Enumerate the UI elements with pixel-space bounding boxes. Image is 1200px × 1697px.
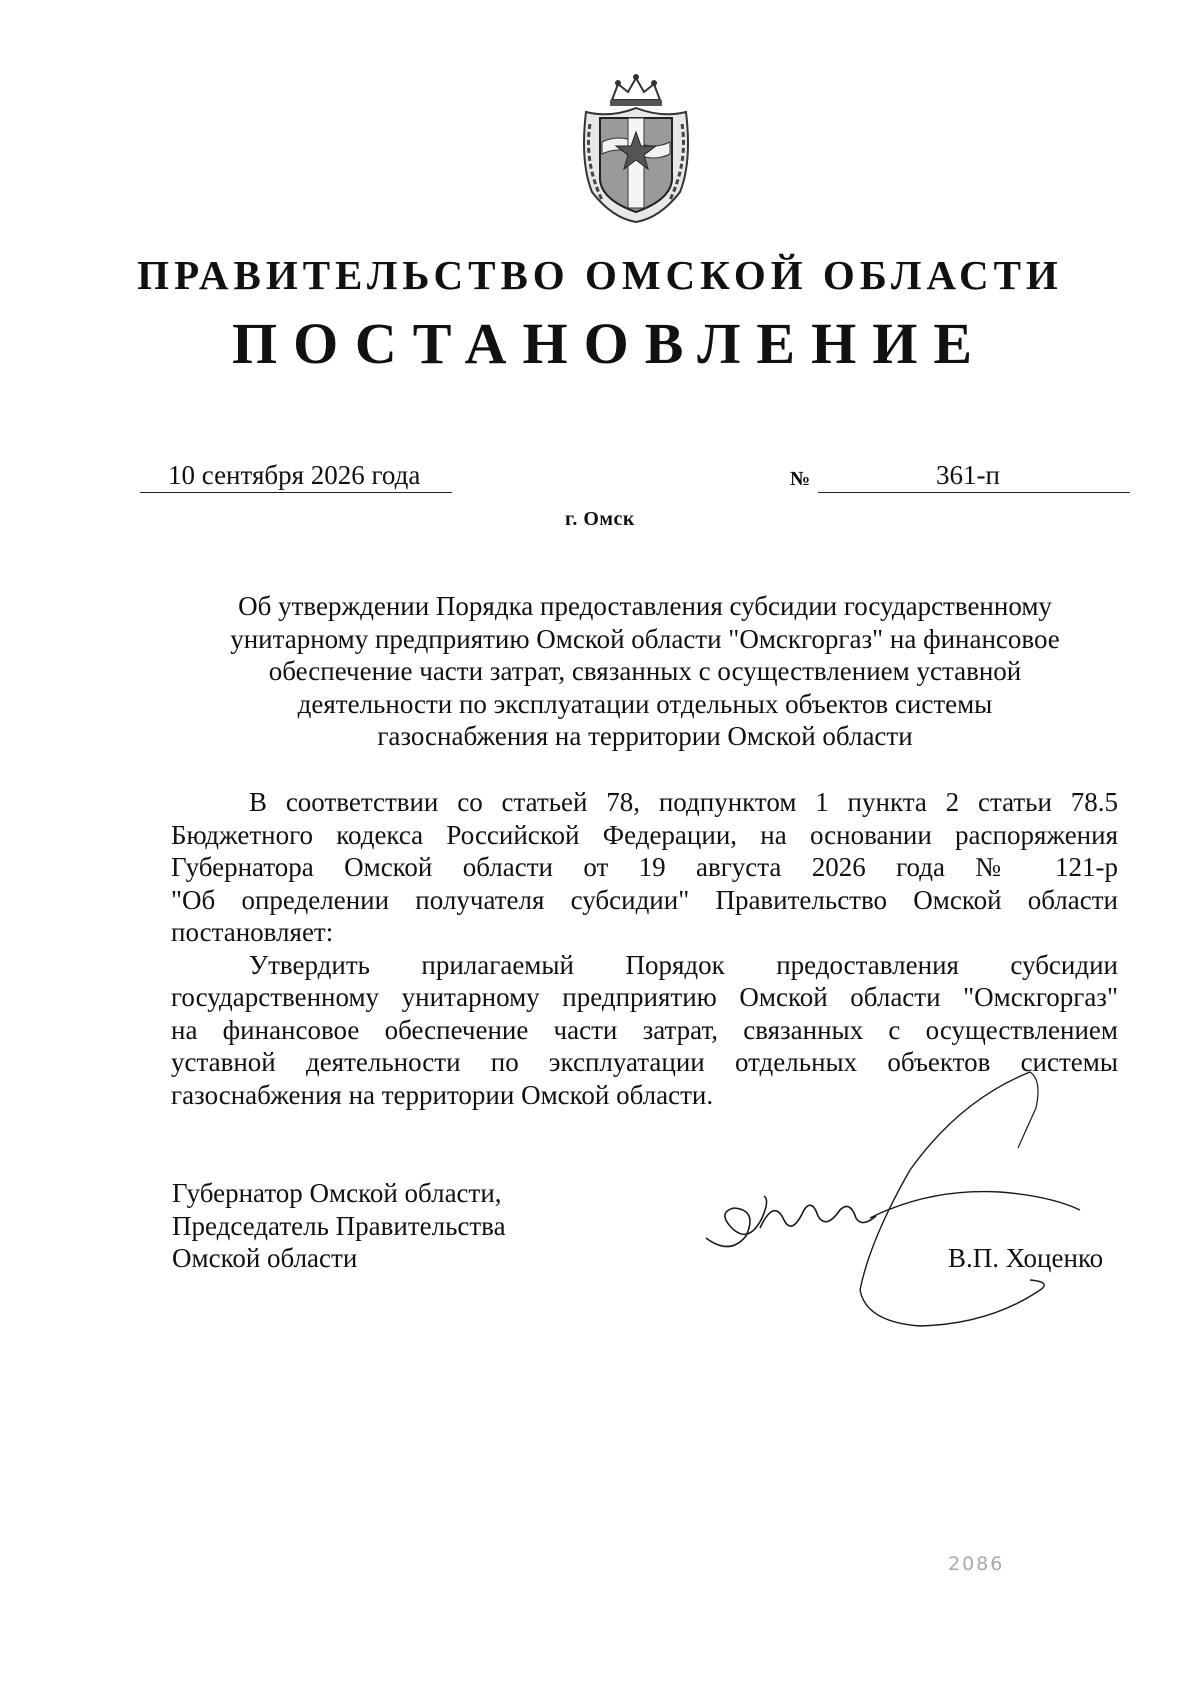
body-line: на финансовое обеспечение части затрат, связанных с осуществлением [171,1014,1118,1045]
issuing-city: г. Омск [565,508,635,530]
signer-position-line: Председатель Правительства [172,1210,506,1241]
document-number: 361-п [818,458,1130,493]
body-line: Губернатора Омской области от 19 августа 2026 года № 121-р [171,852,1118,882]
body-line: государственному унитарному предприятию Омской области "Омскгоргаз" [171,982,1118,1012]
body-line: Бюджетного кодекса Российской Федерации, на основании распоряжения [171,819,1118,850]
subject-line: деятельности по эксплуатации отдельных объектов системы [297,688,993,719]
subject-line: газоснабжения на территории Омской области [377,721,913,751]
handwritten-signature-icon [700,1060,1140,1350]
omsk-coat-of-arms-icon [572,72,700,224]
scan-registration-mark: 2086 [948,1553,1005,1575]
signer-position-line: Омской области [172,1243,358,1273]
body-line: "Об определении получателя субсидии" Правительство Омской области [171,884,1118,915]
body-line: постановляет: [171,917,334,947]
signer-position [172,1177,506,1275]
document-type-title: ПОСТАНОВЛЕНИЕ [231,311,989,376]
body-line: уставной деятельности по эксплуатации отдельных объектов системы [171,1047,1118,1077]
subject-line: обеспечение части затрат, связанных с осуществлением уставной [268,656,1022,686]
body-line: газоснабжения на территории Омской области. [171,1079,714,1110]
body-line: В соответствии со статьей 78, подпунктом 1 пункта 2 статьи 78.5 [249,787,1118,817]
signer-position-line: Губернатор Омской области, [172,1178,502,1208]
organization-title: ПРАВИТЕЛЬСТВО ОМСКОЙ ОБЛАСТИ [137,252,1063,298]
signer-name: В.П. Хоценко [948,1243,1104,1273]
document-subject [170,590,1120,753]
subject-line: унитарному предприятию Омской области "Омскгоргаз" на финансовое [230,623,1060,654]
subject-line: Об утверждении Порядка предоставления субсидии государственному [238,591,1052,621]
number-label: № [790,468,811,490]
document-date: 10 сентября 2026 года [140,458,452,493]
body-line: Утвердить прилагаемый Порядок предоставления субсидии [249,949,1118,980]
